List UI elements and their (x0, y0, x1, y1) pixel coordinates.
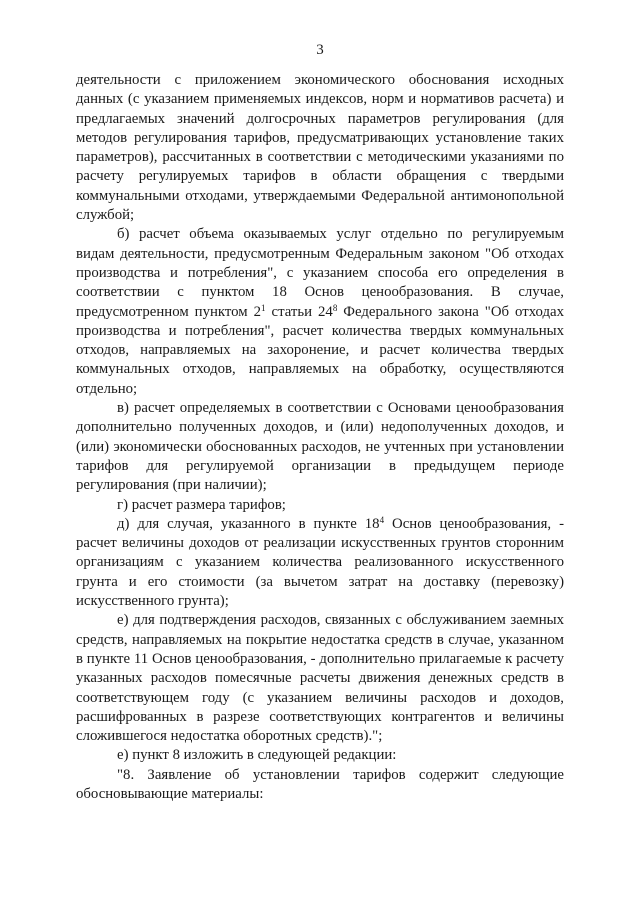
paragraph-b-text-2: статьи 24 (265, 303, 333, 320)
paragraph-e: е) для подтверждения расходов, связанных с обслуживанием заемных средств, направляемых на покрытие недостатка средств в случае, указанном в пункте 11 Основ ценообразования, - дополнительно прилагаемые к расчету указанных расходов помесячные расчеты движения денежных средств в соответствующем году (с указанием величины расходов и доходов, расшифрованных в разрезе соответствующих контрагентов и величины сложившегося недостатка оборотных средств)."; (76, 612, 564, 745)
paragraph-d-text-2: Основ ценообразования, - расчет величины доходов от реализации искусственных грунтов сторонним организациям с указанием количества реализованного искусственного грунта и его стоимости (за вычетом затрат на доставку (перевозку) искусственного грунта); (76, 515, 564, 610)
page-number: 3 (316, 42, 324, 58)
paragraph-d (76, 515, 564, 611)
superscript-1: 1 (261, 302, 266, 313)
paragraph-b-text: б) расчет объема оказываемых услуг отдельно по регулируемым видам деятельности, предусмотренным Федеральным законом "Об отходах производства и потребления", с указанием способа его определения в соответствии с пунктом 18 Основ ценообразования. В случае, предусмотренном пунктом 2 (76, 226, 564, 320)
paragraph-g: г) расчет размера тарифов; (117, 496, 286, 513)
paragraph-v: в) расчет определяемых в соответствии с Основами ценообразования дополнительно полученных доходов, и (или) недополученных доходов, и (или) экономически обоснованных расходов, не учтенных при установлении тарифов для регулируемой организации в предыдущем периоде регулирования (при наличии); (76, 400, 564, 494)
paragraph-e-amendment: е) пункт 8 изложить в следующей редакции: (117, 747, 397, 764)
superscript-8: 8 (332, 302, 338, 313)
paragraph-d-text: д) для случая, указанного в пункте 18 (117, 515, 380, 532)
paragraph-b (76, 225, 564, 399)
paragraph-b-text-3: Федерального закона "Об отходах производства и потребления", расчет количества твердых коммунальных отходов, направляемых на захоронение, и расчет количества твердых коммунальных отходов, направляемых на обработку, осуществляются отдельно; (76, 303, 565, 397)
document-body (76, 71, 564, 804)
superscript-4: 4 (379, 514, 385, 525)
paragraph-quoted-8: "8. Заявление об установлении тарифов содержит следующие обосновывающие материалы: (76, 766, 564, 802)
paragraph-continuation: деятельности с приложением экономического обоснования исходных данных (с указанием применяемых индексов, норм и нормативов расчета) и предлагаемых значений долгосрочных параметров регулирования (для методов регулирования тарифов, предусматривающих установление таких параметров), рассчитанных в соответствии с методическими указаниями по расчету регулируемых тарифов в области обращения с твердыми коммунальными отходами, утверждаемыми Федеральной антимонопольной службой; (76, 72, 564, 224)
